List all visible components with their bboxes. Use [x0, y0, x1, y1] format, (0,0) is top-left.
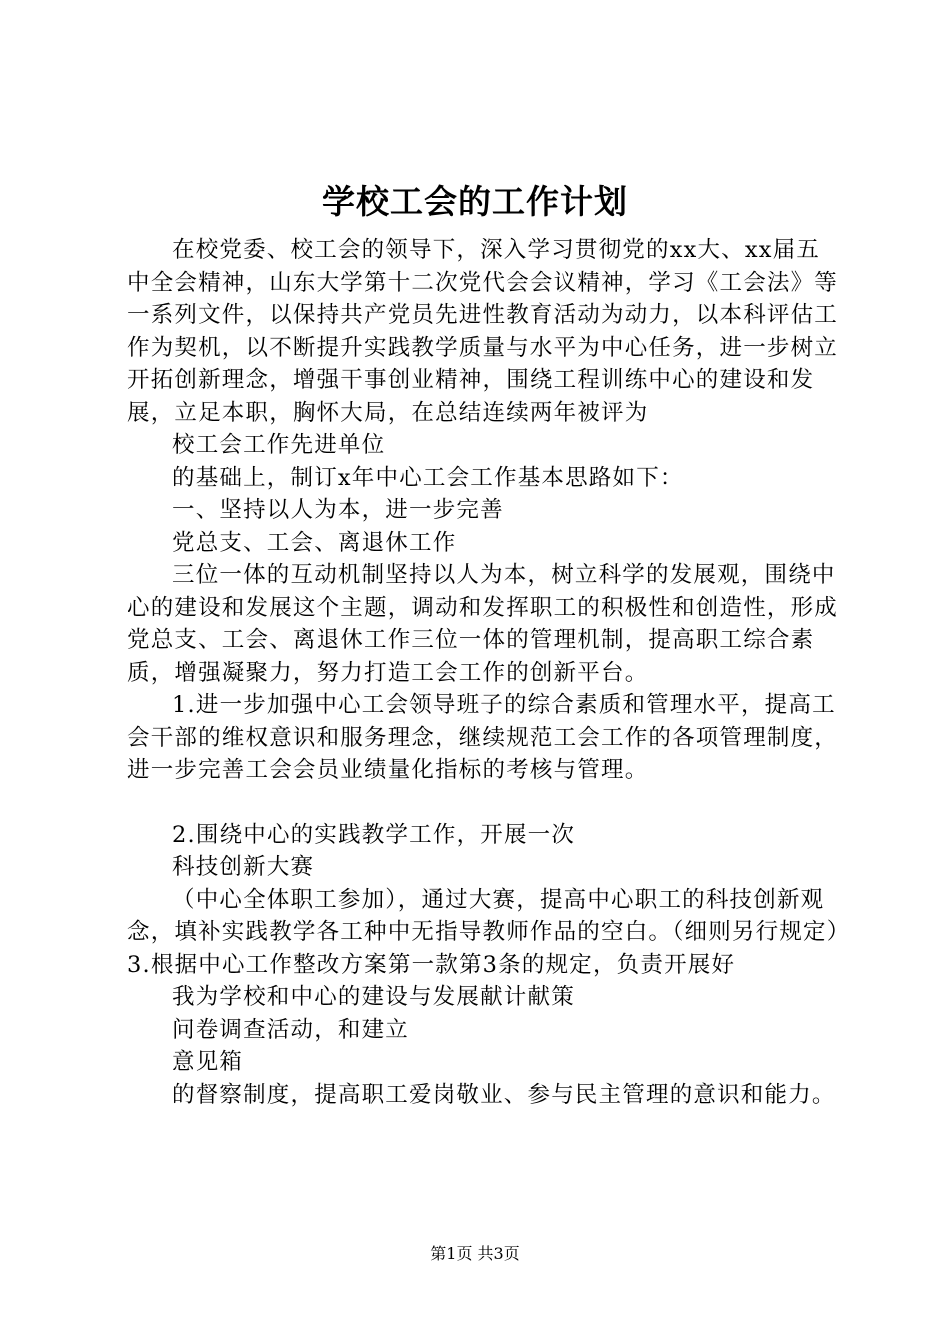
paragraph: 的督察制度，提高职工爱岗敬业、参与民主管理的意识和能力。: [172, 1081, 836, 1108]
paragraph: （中心全体职工参加），通过大赛，提高中心职工的科技创新观念，填补实践教学各工种中无指导教师作品的空白。（细则另行规定）3.根据中心工作整改方案第一款第3条的规定，负责开展好: [127, 886, 840, 978]
paragraph: 三位一体的互动机制坚持以人为本，树立科学的发展观，围绕中心的建设和发展这个主题，调动和发挥职工的积极性和创造性，形成党总支、工会、离退休工作三位一体的管理机制，提高职工综合素质，增强凝聚力，努力打造工会工作的创新平台。: [127, 562, 839, 686]
paragraph: 问卷调查活动，和建立: [172, 1016, 410, 1043]
paragraph: 校工会工作先进单位: [172, 432, 386, 458]
document-body: [127, 234, 843, 1111]
paragraph: 在校党委、校工会的领导下，深入学习贯彻党的xx大、xx届五中全会精神，山东大学第十二次党代会会议精神，学习《工会法》等一系列文件，以保持共产党员先进性教育活动为动力，以本科评估工作为契机，以不断提升实践教学质量与水平为中心任务，进一步树立开拓创新理念，增强干事创业精神，围绕工程训练中心的建设和发展，立足本职，胸怀大局，在总结连续两年被评为: [127, 237, 839, 426]
paragraph: 党总支、工会、离退休工作: [172, 529, 457, 556]
document-title: 学校工会的工作计划: [322, 182, 628, 221]
paragraph: 一、坚持以人为本，进一步完善: [172, 497, 504, 523]
paragraph: 意见箱: [172, 1049, 244, 1075]
paragraph: 的基础上，制订x年中心工会工作基本思路如下：: [172, 464, 684, 491]
paragraph: 我为学校和中心的建设与发展献计献策: [172, 984, 575, 1010]
paragraph: 科技创新大赛: [172, 854, 315, 880]
page-number-footer: 第1页 共3页: [430, 1244, 520, 1263]
paragraph: 2.围绕中心的实践教学工作，开展一次: [172, 821, 576, 848]
paragraph: 1.进一步加强中心工会领导班子的综合素质和管理水平，提高工会干部的维权意识和服务理念，继续规范工会工作的各项管理制度，进一步完善工会会员业绩量化指标的考核与管理。: [127, 692, 839, 783]
